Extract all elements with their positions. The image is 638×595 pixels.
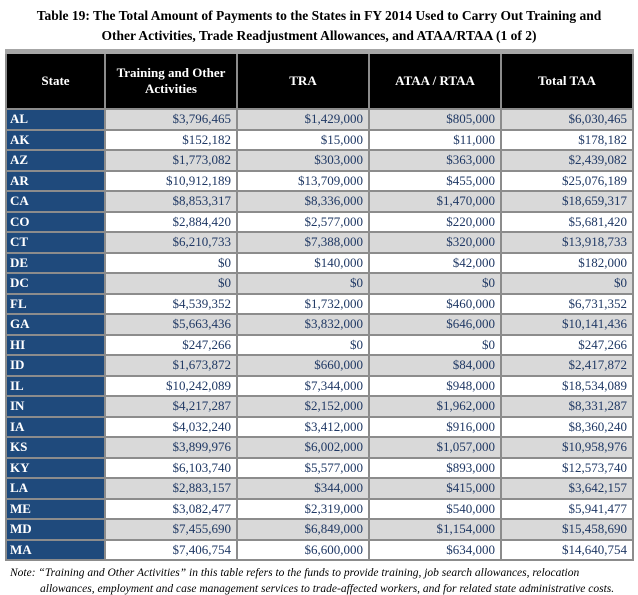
state-cell: HI [6, 335, 105, 356]
table-row-ak [6, 130, 633, 151]
table-row-ia [6, 417, 633, 438]
table-row-ma [6, 540, 633, 561]
ataa-cell: $220,000 [369, 212, 501, 233]
column-header-tra: TRA [237, 52, 369, 110]
table-row-co [6, 212, 633, 233]
total-cell: $178,182 [501, 130, 633, 151]
tra-cell: $5,577,000 [237, 458, 369, 479]
table-row-la [6, 478, 633, 499]
table-row-in [6, 396, 633, 417]
table-title-line1: Table 19: The Total Amount of Payments to the States in FY 2014 Used to Carry Out Training and [36, 8, 602, 23]
training-cell: $10,912,189 [105, 171, 237, 192]
tra-cell: $2,152,000 [237, 396, 369, 417]
total-cell: $247,266 [501, 335, 633, 356]
ataa-cell: $893,000 [369, 458, 501, 479]
state-cell: DC [6, 273, 105, 294]
ataa-cell: $1,154,000 [369, 519, 501, 540]
ataa-cell: $1,470,000 [369, 191, 501, 212]
tra-cell: $1,732,000 [237, 294, 369, 315]
table-row-ks [6, 437, 633, 458]
column-header-total: Total TAA [501, 52, 633, 110]
table-row-me [6, 499, 633, 520]
tra-cell: $6,600,000 [237, 540, 369, 561]
ataa-cell: $1,962,000 [369, 396, 501, 417]
ataa-cell: $460,000 [369, 294, 501, 315]
ataa-cell: $805,000 [369, 109, 501, 130]
ataa-cell: $42,000 [369, 253, 501, 274]
tra-cell: $140,000 [237, 253, 369, 274]
table-row-ga [6, 314, 633, 335]
total-cell: $8,360,240 [501, 417, 633, 438]
training-cell: $152,182 [105, 130, 237, 151]
total-cell: $8,331,287 [501, 396, 633, 417]
tra-cell: $3,412,000 [237, 417, 369, 438]
total-cell: $5,941,477 [501, 499, 633, 520]
total-cell: $13,918,733 [501, 232, 633, 253]
state-cell: MA [6, 540, 105, 561]
state-cell: CO [6, 212, 105, 233]
training-cell: $3,082,477 [105, 499, 237, 520]
state-cell: AZ [6, 150, 105, 171]
table-row-ct [6, 232, 633, 253]
ataa-cell: $84,000 [369, 355, 501, 376]
total-cell: $2,439,082 [501, 150, 633, 171]
ataa-cell: $0 [369, 273, 501, 294]
ataa-cell: $1,057,000 [369, 437, 501, 458]
total-cell: $12,573,740 [501, 458, 633, 479]
state-cell: AK [6, 130, 105, 151]
total-cell: $10,141,436 [501, 314, 633, 335]
table-row-de [6, 253, 633, 274]
tra-cell: $0 [237, 335, 369, 356]
ataa-cell: $455,000 [369, 171, 501, 192]
table-row-fl [6, 294, 633, 315]
column-header-training: Training and Other Activities [105, 52, 237, 110]
ataa-cell: $11,000 [369, 130, 501, 151]
training-cell: $10,242,089 [105, 376, 237, 397]
total-cell: $0 [501, 273, 633, 294]
column-header-ataa: ATAA / RTAA [369, 52, 501, 110]
training-cell: $247,266 [105, 335, 237, 356]
state-cell: KS [6, 437, 105, 458]
total-cell: $18,659,317 [501, 191, 633, 212]
state-cell: LA [6, 478, 105, 499]
tra-cell: $8,336,000 [237, 191, 369, 212]
tra-cell: $13,709,000 [237, 171, 369, 192]
training-cell: $5,663,436 [105, 314, 237, 335]
state-cell: KY [6, 458, 105, 479]
table-row-id [6, 355, 633, 376]
tra-cell: $344,000 [237, 478, 369, 499]
ataa-cell: $916,000 [369, 417, 501, 438]
training-cell: $2,883,157 [105, 478, 237, 499]
state-cell: CA [6, 191, 105, 212]
training-cell: $0 [105, 253, 237, 274]
training-cell: $3,796,465 [105, 109, 237, 130]
training-cell: $6,210,733 [105, 232, 237, 253]
total-cell: $5,681,420 [501, 212, 633, 233]
training-cell: $1,673,872 [105, 355, 237, 376]
table-title-line2: Other Activities, Trade Readjustment Allowances, and ATAA/RTAA (1 of 2) [101, 27, 537, 43]
total-cell: $15,458,690 [501, 519, 633, 540]
tra-cell: $2,319,000 [237, 499, 369, 520]
table-header [6, 52, 633, 110]
total-cell: $3,642,157 [501, 478, 633, 499]
ataa-cell: $646,000 [369, 314, 501, 335]
total-cell: $2,417,872 [501, 355, 633, 376]
state-cell: AR [6, 171, 105, 192]
training-cell: $8,853,317 [105, 191, 237, 212]
ataa-cell: $0 [369, 335, 501, 356]
table-note: Note: “Training and Other Activities” in this table refers to the funds to provide training, job search allowances, relocation allowances, employment and case management services to trade-affected workers, and for related state administrative costs. [10, 567, 615, 595]
table-row-ar [6, 171, 633, 192]
total-cell: $18,534,089 [501, 376, 633, 397]
state-cell: CT [6, 232, 105, 253]
training-cell: $0 [105, 273, 237, 294]
state-cell: ID [6, 355, 105, 376]
state-cell: DE [6, 253, 105, 274]
state-cell: FL [6, 294, 105, 315]
table-row-dc [6, 273, 633, 294]
tra-cell: $1,429,000 [237, 109, 369, 130]
training-cell: $4,217,287 [105, 396, 237, 417]
total-cell: $25,076,189 [501, 171, 633, 192]
tra-cell: $2,577,000 [237, 212, 369, 233]
tra-cell: $3,832,000 [237, 314, 369, 335]
ataa-cell: $634,000 [369, 540, 501, 561]
tra-cell: $6,002,000 [237, 437, 369, 458]
table-title [14, 6, 624, 45]
table-row-hi [6, 335, 633, 356]
total-cell: $6,731,352 [501, 294, 633, 315]
training-cell: $2,884,420 [105, 212, 237, 233]
ataa-cell: $415,000 [369, 478, 501, 499]
tra-cell: $0 [237, 273, 369, 294]
training-cell: $6,103,740 [105, 458, 237, 479]
header-row [6, 52, 633, 110]
training-cell: $4,539,352 [105, 294, 237, 315]
column-header-state: State [6, 52, 105, 110]
training-cell: $7,406,754 [105, 540, 237, 561]
state-cell: IL [6, 376, 105, 397]
table-row-az [6, 150, 633, 171]
total-cell: $10,958,976 [501, 437, 633, 458]
tra-cell: $7,388,000 [237, 232, 369, 253]
training-cell: $4,032,240 [105, 417, 237, 438]
ataa-cell: $948,000 [369, 376, 501, 397]
state-cell: IA [6, 417, 105, 438]
table-row-ky [6, 458, 633, 479]
table-row-al [6, 109, 633, 130]
total-cell: $6,030,465 [501, 109, 633, 130]
payments-table [5, 49, 634, 561]
table-row-ca [6, 191, 633, 212]
table-row-md [6, 519, 633, 540]
table-body [6, 109, 633, 560]
state-cell: AL [6, 109, 105, 130]
tra-cell: $15,000 [237, 130, 369, 151]
total-cell: $14,640,754 [501, 540, 633, 561]
state-cell: GA [6, 314, 105, 335]
state-cell: MD [6, 519, 105, 540]
tra-cell: $6,849,000 [237, 519, 369, 540]
ataa-cell: $320,000 [369, 232, 501, 253]
ataa-cell: $363,000 [369, 150, 501, 171]
ataa-cell: $540,000 [369, 499, 501, 520]
training-cell: $3,899,976 [105, 437, 237, 458]
state-cell: IN [6, 396, 105, 417]
tra-cell: $303,000 [237, 150, 369, 171]
training-cell: $7,455,690 [105, 519, 237, 540]
tra-cell: $660,000 [237, 355, 369, 376]
tra-cell: $7,344,000 [237, 376, 369, 397]
table-row-il [6, 376, 633, 397]
total-cell: $182,000 [501, 253, 633, 274]
state-cell: ME [6, 499, 105, 520]
training-cell: $1,773,082 [105, 150, 237, 171]
